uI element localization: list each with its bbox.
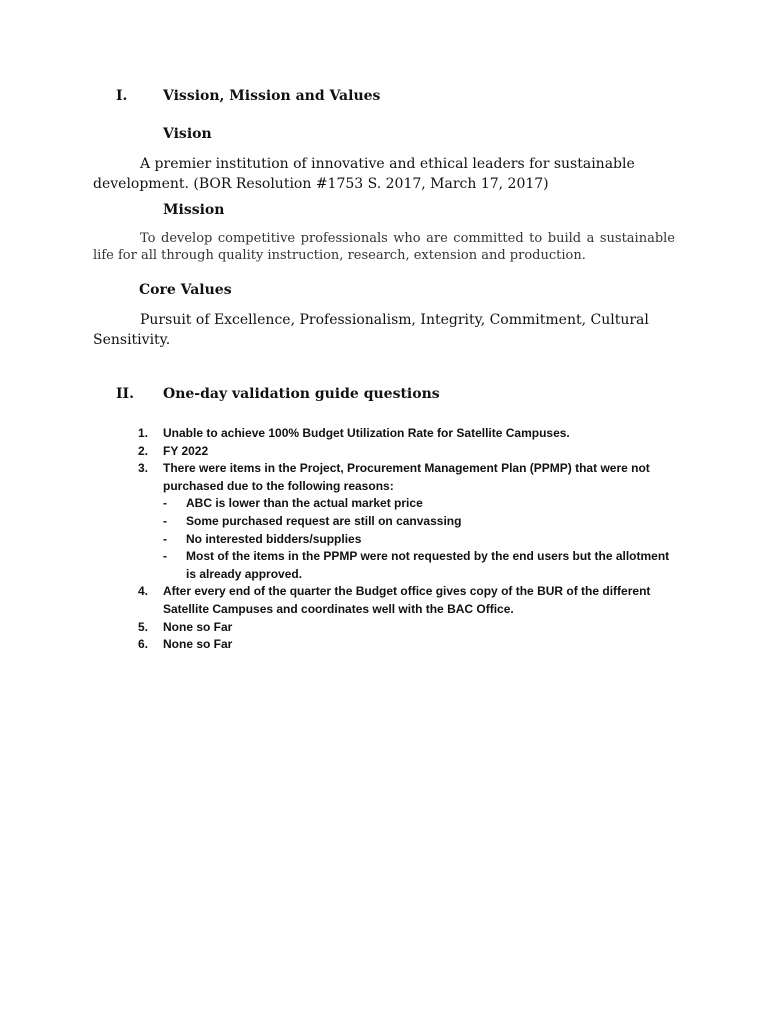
reason-text: No interested bidders/supplies bbox=[186, 531, 362, 546]
reason-marker: - bbox=[163, 549, 167, 564]
mission-text: To develop competitive professionals who are committed to build a sustainable life for all through quality instruction, research, extension and production. bbox=[93, 231, 675, 263]
reason-item bbox=[163, 495, 678, 513]
reason-text: Most of the items in the PPMP were not requested by the end users but the allotment is already approved. bbox=[186, 549, 670, 581]
core-values-text: Pursuit of Excellence, Professionalism, Integrity, Commitment, Cultural Sensitivity. bbox=[93, 312, 649, 348]
section-2-title: One-day validation guide questions bbox=[163, 386, 440, 402]
reason-text: ABC is lower than the actual market price bbox=[186, 496, 423, 511]
list-item-text: FY 2022 bbox=[163, 443, 209, 458]
list-item-text: There were items in the Project, Procurement Management Plan (PPMP) that were not purchased due to the following reasons: bbox=[163, 461, 650, 493]
list-item-text: After every end of the quarter the Budget office gives copy of the BUR of the different Satellite Campuses and coordinates well with the BAC Office. bbox=[163, 584, 651, 616]
list-item bbox=[138, 443, 678, 461]
list-item-number: 4. bbox=[138, 584, 149, 599]
list-item bbox=[138, 460, 678, 583]
list-item bbox=[138, 619, 678, 637]
section-2-number: II. bbox=[116, 386, 134, 402]
section-1-title: Vission, Mission and Values bbox=[163, 88, 381, 104]
list-item-text: None so Far bbox=[163, 637, 233, 652]
reason-marker: - bbox=[163, 531, 167, 546]
section-1-number: I. bbox=[116, 88, 128, 104]
list-item-number: 1. bbox=[138, 426, 149, 440]
vision-heading: Vision bbox=[163, 126, 212, 142]
list-item bbox=[138, 583, 678, 618]
list-item-text: Unable to achieve 100% Budget Utilization Rate for Satellite Campuses. bbox=[163, 426, 570, 440]
mission-heading: Mission bbox=[163, 202, 225, 218]
list-item-number: 3. bbox=[138, 461, 149, 476]
list-item-number: 5. bbox=[138, 619, 149, 634]
reason-item bbox=[163, 531, 678, 549]
reason-item bbox=[163, 513, 678, 531]
reason-text: Some purchased request are still on canvassing bbox=[186, 513, 462, 528]
core-values-heading: Core Values bbox=[139, 282, 232, 298]
reason-marker: - bbox=[163, 513, 167, 528]
list-item-number: 2. bbox=[138, 443, 149, 458]
list-item bbox=[138, 425, 678, 443]
vision-text: A premier institution of innovative and ethical leaders for sustainable development. (BOR Resolution #1753 S. 2017, March 17, 2017) bbox=[93, 156, 635, 192]
reason-marker: - bbox=[163, 496, 167, 511]
list-item-number: 6. bbox=[138, 637, 149, 652]
list-item-text: None so Far bbox=[163, 619, 233, 634]
reason-item bbox=[163, 548, 678, 583]
list-item bbox=[138, 636, 678, 654]
validation-questions-list bbox=[138, 425, 678, 654]
